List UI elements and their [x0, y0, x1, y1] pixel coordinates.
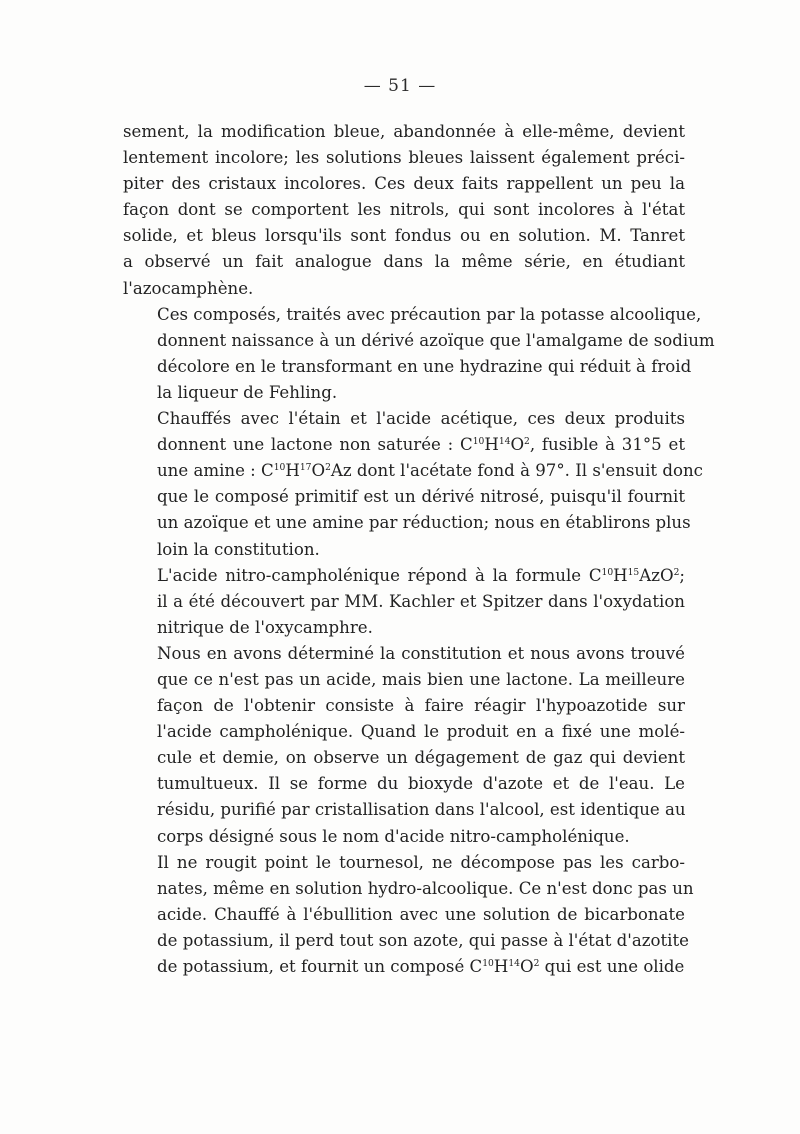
- text-line: l'azocamphène.: [123, 278, 254, 298]
- body-text: [123, 119, 715, 980]
- text-line: tumultueux. Il se forme du bioxyde d'azote et de l'eau. Le: [157, 774, 685, 794]
- text-line: Chauffés avec l'étain et l'acide acétique, ces deux produits: [157, 409, 685, 429]
- paragraph: [123, 302, 715, 406]
- text-line: donnent naissance à un dérivé azoïque que l'amalgame de sodium: [157, 330, 715, 350]
- paragraph: [123, 119, 685, 302]
- text-line: Il ne rougit point le tournesol, ne décompose pas les carbo-: [157, 852, 685, 872]
- text-line: a observé un fait analogue dans la même série, en étudiant: [123, 252, 685, 272]
- text-line: nitrique de l'oxycamphre.: [157, 617, 373, 637]
- text-line: solide, et bleus lorsqu'ils sont fondus ou en solution. M. Tanret: [123, 226, 685, 246]
- text-line: résidu, purifié par cristallisation dans l'alcool, est identique au: [157, 800, 686, 820]
- paragraph: [123, 563, 685, 641]
- text-line: l'acide campholénique. Quand le produit en a fixé une molé-: [157, 722, 685, 742]
- text-line: une amine : $C^{10}H^{17}O^2Az$ dont l'acétate fond à 97°. Il s'ensuit donc: [157, 461, 703, 481]
- text-line: corps désigné sous le nom d'acide nitro-campholénique.: [157, 826, 630, 846]
- text-line: loin la constitution.: [157, 539, 320, 559]
- text-line: la liqueur de Fehling.: [157, 382, 338, 402]
- text-line: acide. Chauffé à l'ébullition avec une solution de bicarbonate: [157, 904, 685, 924]
- text-line: Nous en avons déterminé la constitution et nous avons trouvé: [157, 643, 685, 663]
- text-line: décolore en le transformant en une hydrazine qui réduit à froid: [157, 356, 692, 376]
- text-line: il a été découvert par MM. Kachler et Spitzer dans l'oxydation: [157, 591, 685, 611]
- text-line: façon de l'obtenir consiste à faire réagir l'hypoazotide sur: [157, 696, 685, 716]
- page-number: — 51 —: [363, 76, 437, 96]
- text-line: L'acide nitro-campholénique répond à la formule $C^{10}H^{15}AzO^2$;: [157, 565, 685, 585]
- paragraph: [123, 406, 703, 563]
- text-line: nates, même en solution hydro-alcoolique. Ce n'est donc pas un: [157, 878, 694, 898]
- text-line: de potassium, il perd tout son azote, qui passe à l'état d'azotite: [157, 930, 689, 950]
- text-line: donnent une lactone non saturée : $C^{10}H^{14}O^2$, fusible à 31°5 et: [157, 435, 686, 455]
- text-line: piter des cristaux incolores. Ces deux faits rappellent un peu la: [123, 174, 685, 194]
- text-line: sement, la modification bleue, abandonnée à elle-même, devient: [123, 122, 685, 141]
- text-line: que ce n'est pas un acide, mais bien une lactone. La meilleure: [157, 669, 685, 689]
- text-line: lentement incolore; les solutions bleues laissent également préci-: [123, 148, 685, 168]
- text-line: que le composé primitif est un dérivé nitrosé, puisqu'il fournit: [157, 487, 685, 507]
- paragraph: [123, 641, 685, 850]
- text-line: de potassium, et fournit un composé $C^{10}H^{14}O^2$ qui est une olide: [157, 957, 685, 976]
- text-line: façon dont se comportent les nitrols, qui sont incolores à l'état: [123, 200, 685, 220]
- text-line: Ces composés, traités avec précaution par la potasse alcoolique,: [157, 304, 702, 324]
- paragraph: [123, 850, 694, 980]
- text-line: cule et demie, on observe un dégagement de gaz qui devient: [157, 748, 685, 768]
- text-line: un azoïque et une amine par réduction; nous en établirons plus: [157, 513, 691, 533]
